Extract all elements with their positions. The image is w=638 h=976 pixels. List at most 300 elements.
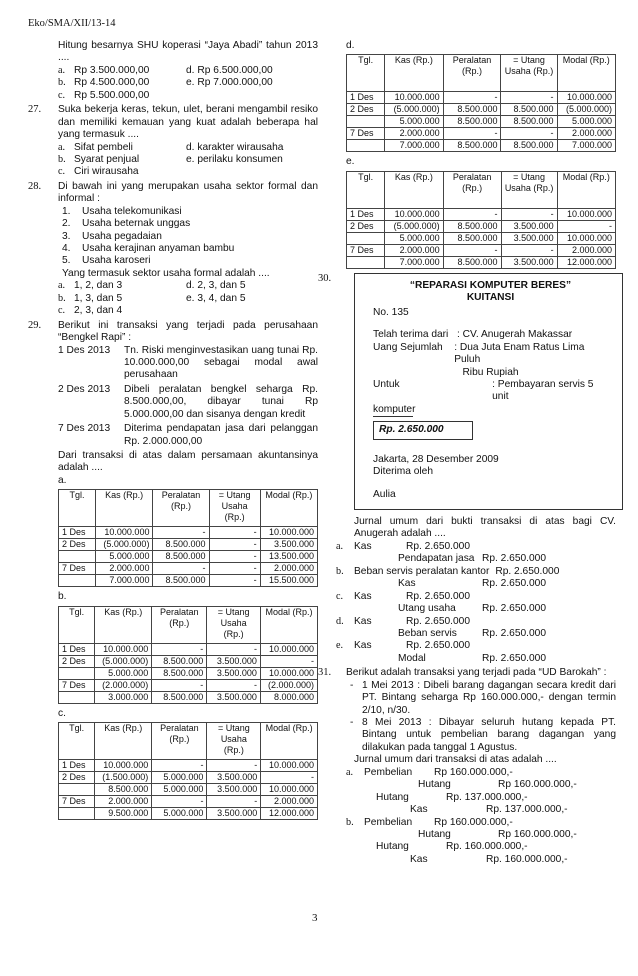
table-cell: 7 Des	[347, 244, 385, 256]
q28-ask: Yang termasuk sektor usaha formal adalah ....	[62, 267, 270, 279]
table-cell: 10.000.000	[95, 760, 152, 772]
column-header: Kas (Rp.)	[95, 606, 152, 643]
table-cell: -	[153, 527, 209, 539]
table-cell: 15.500.000	[260, 575, 317, 587]
table-cell: 10.000.000	[95, 527, 153, 539]
column-header: = Utang Usaha (Rp.)	[501, 55, 557, 92]
table-cell: (2.000.000)	[260, 679, 317, 691]
receipt-sum-label: Uang Sejumlah	[373, 341, 443, 353]
table-cell	[59, 808, 95, 820]
option-letter: d.	[186, 280, 195, 292]
journal-credit-amount: Rp. 2.650.000	[482, 578, 547, 590]
table-cell: 10.000.000	[557, 232, 615, 244]
table-cell: 8.500.000	[443, 116, 501, 128]
option-row	[58, 293, 318, 305]
column-header: Modal (Rp.)	[261, 723, 318, 760]
question-31	[318, 667, 616, 866]
journal-option	[336, 566, 616, 591]
journal-amount: Rp 160.000.000,-	[498, 779, 577, 791]
journal-debit-amount: Rp. 2.650.000	[406, 615, 471, 627]
option-text: Rp 6.500.000,00	[197, 64, 273, 76]
option-letter: d.	[346, 40, 355, 51]
table-cell: 7 Des	[59, 679, 95, 691]
table-row	[347, 116, 616, 128]
table-header-row	[347, 55, 616, 92]
column-header: Peralatan (Rp.)	[153, 490, 209, 527]
option-letter: e.	[186, 153, 195, 165]
table-cell: 10.000.000	[261, 760, 318, 772]
question-27	[28, 104, 318, 179]
table-row	[347, 232, 616, 244]
table-cell: 5.000.000	[95, 551, 153, 563]
table-row	[347, 140, 616, 152]
journal-amount: Rp. 137.000.000,-	[486, 804, 568, 816]
table-cell: -	[152, 643, 207, 655]
option-row	[58, 166, 318, 178]
option-row	[58, 154, 318, 166]
table-cell: -	[557, 220, 615, 232]
option-letter: c.	[58, 89, 66, 101]
option-text: Rp 5.500.000,00	[74, 89, 150, 101]
bullet-item: - 1 Mei 2013 : Dibeli barang dagangan secara kredit dari PT. Bintang seharga Rp 160.000.000,- dengan termin 2/10, n/30.	[350, 679, 616, 716]
column-header: Tgl.	[347, 55, 385, 92]
table-cell: -	[443, 128, 501, 140]
option-letter: a.	[58, 280, 66, 292]
table-cell: 8.500.000	[443, 104, 501, 116]
table-cell: 2.000.000	[95, 796, 152, 808]
table-cell: 8.500.000	[501, 104, 557, 116]
option-text: karakter wirausaha	[197, 141, 284, 153]
option-tables-left	[58, 475, 318, 820]
transaction-row	[58, 384, 318, 421]
option-text: Rp 7.000.000,00	[197, 77, 273, 89]
table-cell: 5.000.000	[557, 116, 615, 128]
journal-option	[336, 616, 616, 641]
transaction-date: 2 Des 2013	[58, 383, 111, 395]
journal-debit-amount: Rp. 2.650.000	[495, 565, 560, 577]
journal-option	[336, 640, 616, 665]
journal-amount: Rp 160.000.000,-	[434, 816, 513, 828]
table-cell: 2.000.000	[260, 563, 317, 575]
table-cell	[347, 140, 385, 152]
option-letter: d.	[186, 141, 195, 153]
bullet-item: - 8 Mei 2013 : Dibayar seluruh hutang kepada PT. Bintang untuk pembelian barang dagangan yang dilakukan pada tanggal 1 Agustus.	[350, 717, 616, 753]
table-cell: -	[209, 563, 260, 575]
table-cell: -	[501, 244, 557, 256]
column-header: Kas (Rp.)	[385, 171, 443, 208]
table-cell: 3.500.000	[260, 539, 317, 551]
journal-credit-account: Kas	[398, 578, 416, 590]
table-cell: 8.500.000	[152, 655, 207, 667]
table-cell: -	[152, 760, 207, 772]
question-number: 28.	[28, 180, 42, 192]
table-row	[347, 104, 616, 116]
journal-debit-amount: Rp. 2.650.000	[406, 590, 471, 602]
table-cell: 3.500.000	[207, 784, 261, 796]
table-cell: 5.000.000	[152, 808, 207, 820]
table-cell: 7.000.000	[385, 140, 443, 152]
table-cell: 2.000.000	[385, 244, 443, 256]
question-26	[28, 40, 318, 102]
item-number: 2.	[62, 218, 71, 230]
journal-debit-account: Beban servis peralatan kantor	[354, 565, 490, 577]
column-header: Peralatan (Rp.)	[152, 723, 207, 760]
table-cell: 7 Des	[59, 563, 96, 575]
table-row	[59, 563, 318, 575]
receipt-number: No. 135	[373, 306, 409, 318]
journal-credit-account: Utang usaha	[398, 603, 456, 615]
column-header: Kas (Rp.)	[95, 490, 153, 527]
receipt-from-label: Telah terima dari	[373, 329, 449, 341]
table-row	[59, 551, 318, 563]
item-number: 1.	[62, 205, 71, 217]
question-28	[28, 181, 318, 318]
table-cell: 2.000.000	[557, 244, 615, 256]
item-number: 4.	[62, 243, 71, 254]
table-row	[347, 220, 616, 232]
journal-debit-account: Kas	[354, 640, 372, 652]
table-cell: 2.000.000	[557, 128, 615, 140]
journal-account: Kas	[410, 804, 428, 816]
journal-account: Kas	[410, 853, 428, 865]
journal-account: Hutang	[418, 828, 451, 840]
table-cell: 5.000.000	[385, 232, 443, 244]
table-cell: -	[443, 244, 501, 256]
table-cell: 7.000.000	[385, 256, 443, 268]
question-number: 30.	[318, 272, 332, 284]
table-cell: 8.500.000	[153, 575, 209, 587]
table-cell: 2.000.000	[261, 796, 318, 808]
table-cell: 10.000.000	[260, 667, 317, 679]
table-cell	[59, 691, 95, 703]
column-header: = Utang Usaha (Rp.)	[209, 490, 260, 527]
table-cell: (5.000.000)	[557, 104, 615, 116]
receipt-sum-cont: Ribu Rupiah	[462, 366, 519, 378]
transaction-text: Diterima pendapatan jasa dari pelanggan Rp. 2.000.000,00	[124, 423, 318, 447]
option-letter: b.	[336, 565, 344, 577]
option-row	[58, 305, 318, 317]
q26-stem: Hitung besarnya SHU koperasi “Jaya Abadi” tahun 2013 ....	[58, 40, 318, 64]
table-cell: -	[209, 539, 260, 551]
equation-table	[58, 722, 318, 820]
journal-credit-amount: Rp. 2.650.000	[482, 652, 547, 664]
journal-credit-amount: Rp. 2.650.000	[482, 603, 547, 615]
journal-account: Hutang	[376, 841, 409, 853]
list-item	[62, 231, 318, 243]
journal-option	[336, 591, 616, 616]
option-letter: b.	[58, 153, 66, 165]
list-item	[62, 243, 318, 255]
list-item	[62, 255, 318, 267]
question-30	[318, 272, 616, 665]
table-cell: -	[261, 772, 318, 784]
table-cell: -	[501, 208, 557, 220]
option-text: Ciri wirausaha	[74, 166, 139, 178]
journal-account: Pembelian	[364, 816, 413, 828]
q30-options	[336, 541, 616, 665]
table-header-row	[347, 171, 616, 208]
table-cell: -	[443, 208, 501, 220]
table-cell: 1 Des	[59, 760, 95, 772]
receipt-from	[373, 329, 608, 341]
option-letter: b.	[58, 292, 66, 304]
option-table-block	[346, 156, 616, 268]
option-row	[58, 142, 318, 154]
option-table-block	[58, 708, 318, 820]
table-cell: 3.500.000	[207, 691, 261, 703]
transaction-row	[58, 345, 318, 382]
journal-account: Hutang	[376, 791, 409, 803]
option-row	[58, 280, 318, 292]
option-text: Rp 4.500.000,00	[74, 77, 150, 89]
table-cell: 13.500.000	[260, 551, 317, 563]
table-row	[347, 128, 616, 140]
bullet-text: 8 Mei 2013 : Dibayar seluruh hutang kepada PT. Bintang untuk pembelian barang dagangan yang dilakukan pada tanggal 1 Agustus.	[362, 717, 616, 753]
table-cell: -	[207, 679, 261, 691]
receipt-company: “REPARASI KOMPUTER BERES”	[409, 279, 572, 291]
table-cell: 2 Des	[59, 539, 96, 551]
q30-ask: Jurnal umum dari bukti transaksi di atas bagi CV. Anugerah adalah ....	[354, 516, 616, 540]
equation-table	[58, 489, 318, 587]
table-cell: -	[207, 796, 261, 808]
table-cell: 8.000.000	[260, 691, 317, 703]
column-header: Tgl.	[59, 606, 95, 643]
receipt-place-date: Jakarta, 28 Desember 2009	[373, 453, 499, 465]
table-cell: -	[501, 128, 557, 140]
journal-credit-amount: Rp. 2.650.000	[482, 627, 547, 639]
table-cell: 2.000.000	[385, 128, 443, 140]
table-cell: 12.000.000	[261, 808, 318, 820]
table-cell: (5.000.000)	[385, 220, 443, 232]
table-cell: 5.000.000	[152, 784, 207, 796]
table-cell: -	[209, 575, 260, 587]
table-row	[347, 92, 616, 104]
option-letter: c.	[336, 590, 344, 602]
option-letter: b.	[58, 591, 67, 603]
receipt-from-value: : CV. Anugerah Makassar	[457, 329, 573, 341]
option-letter: b.	[58, 77, 66, 89]
table-cell: 7.000.000	[557, 140, 615, 152]
table-row	[59, 679, 318, 691]
transaction-row	[58, 423, 318, 448]
q29-ask: Dari transaksi di atas dalam persamaan akuntansinya adalah ....	[58, 450, 318, 474]
table-cell: -	[260, 655, 317, 667]
table-cell: 7.000.000	[95, 575, 153, 587]
table-cell: 3.500.000	[207, 808, 261, 820]
table-cell: (5.000.000)	[385, 104, 443, 116]
option-letter: e.	[336, 640, 344, 652]
table-cell: 8.500.000	[501, 140, 557, 152]
column-header: = Utang Usaha (Rp.)	[501, 171, 557, 208]
item-text: Usaha pegadaian	[82, 230, 162, 242]
option-letter: a.	[58, 474, 67, 486]
table-cell	[347, 116, 385, 128]
column-header: = Utang Usaha (Rp.)	[207, 723, 261, 760]
table-cell: 2 Des	[347, 220, 385, 232]
column-header: = Utang Usaha (Rp.)	[207, 606, 261, 643]
list-item	[62, 218, 318, 230]
table-cell: (5.000.000)	[95, 539, 153, 551]
option-letter: d.	[186, 64, 195, 76]
table-row	[59, 643, 318, 655]
question-29	[28, 320, 318, 821]
column-header: Modal (Rp.)	[557, 55, 615, 92]
table-cell: 3.500.000	[501, 232, 557, 244]
table-cell: 8.500.000	[95, 784, 152, 796]
q31-stem: Berikut adalah transaksi yang terjadi pada “UD Barokah” :	[346, 667, 607, 679]
table-cell: -	[207, 643, 261, 655]
table-cell: 3.500.000	[501, 220, 557, 232]
option-row	[58, 77, 318, 89]
table-cell: 8.500.000	[443, 256, 501, 268]
journal-credit-account: Modal	[398, 652, 426, 664]
table-cell	[347, 256, 385, 268]
table-cell: (2.000.000)	[95, 679, 152, 691]
table-cell: 2 Des	[59, 655, 95, 667]
receipt-for	[373, 379, 608, 404]
option-row	[58, 65, 318, 77]
receipt-sum	[373, 342, 608, 367]
option-letter: c.	[58, 166, 66, 178]
journal-debit-amount: Rp. 2.650.000	[406, 640, 471, 652]
table-cell: 8.500.000	[501, 116, 557, 128]
journal-amount: Rp. 137.000.000,-	[446, 791, 528, 803]
journal-credit-account: Pendapatan jasa	[398, 553, 475, 565]
q27-stem: Suka bekerja keras, tekun, ulet, berani mengambil resiko dan memiliki kemauan yang kuat adalah beberapa hal yang termasuk ....	[58, 104, 318, 141]
table-cell: (5.000.000)	[95, 655, 152, 667]
q28-stem: Di bawah ini yang merupakan usaha sektor formal dan informal :	[58, 180, 318, 205]
option-table-block	[58, 475, 318, 587]
table-cell: 5.000.000	[152, 772, 207, 784]
table-cell: (1.500.000)	[95, 772, 152, 784]
journal-debit-amount: Rp. 2.650.000	[406, 540, 471, 552]
document-code: Eko/SMA/XII/13-14	[28, 18, 116, 29]
column-header: Kas (Rp.)	[95, 723, 152, 760]
table-cell: -	[443, 92, 501, 104]
table-cell: -	[209, 551, 260, 563]
journal-debit-account: Kas	[354, 590, 372, 602]
column-header: Tgl.	[59, 490, 96, 527]
option-table-block	[58, 591, 318, 703]
option-text: 2, 3, dan 5	[197, 280, 246, 292]
table-cell	[59, 667, 95, 679]
transaction-text: Tn. Riski menginvestasikan uang tunai Rp. 10.000.000,00 sebagai modal awal perusahaan	[124, 344, 318, 381]
table-cell: 3.500.000	[207, 667, 261, 679]
page-number: 3	[312, 912, 318, 924]
option-letter: b.	[346, 816, 354, 828]
table-cell: -	[207, 760, 261, 772]
transaction-date: 1 Des 2013	[58, 344, 111, 356]
equation-table	[346, 171, 616, 269]
table-cell: -	[209, 527, 260, 539]
item-number: 5.	[62, 255, 71, 267]
item-text: Usaha beternak unggas	[82, 218, 191, 230]
option-letter: a.	[58, 141, 66, 153]
journal-option	[336, 541, 616, 566]
table-cell: -	[152, 679, 207, 691]
journal-amount: Rp. 160.000.000,-	[486, 853, 568, 865]
table-cell: 12.000.000	[557, 256, 615, 268]
receipt-for-cont: komputer	[373, 404, 413, 417]
column-header: Modal (Rp.)	[260, 606, 317, 643]
table-cell: 1 Des	[347, 208, 385, 220]
option-letter: a.	[336, 540, 344, 552]
column-header: Modal (Rp.)	[557, 171, 615, 208]
bullet-text: 1 Mei 2013 : Dibeli barang dagangan secara kredit dari PT. Bintang seharga Rp 160.000.000,- dengan termin 2/10, n/30.	[362, 679, 616, 716]
left-column	[28, 40, 318, 824]
option-letter: e.	[186, 292, 195, 304]
table-header-row	[59, 490, 318, 527]
option-text: 3, 4, dan 5	[197, 292, 246, 304]
table-cell: 10.000.000	[260, 643, 317, 655]
right-column	[318, 40, 616, 868]
option-text: Rp 3.500.000,00	[74, 64, 150, 76]
table-cell: 2 Des	[347, 104, 385, 116]
option-text: Syarat penjual	[74, 153, 140, 165]
table-cell	[347, 232, 385, 244]
list-item	[62, 206, 318, 218]
table-cell: 8.500.000	[443, 232, 501, 244]
table-cell: 3.500.000	[207, 772, 261, 784]
column-header: Peralatan (Rp.)	[152, 606, 207, 643]
table-cell: 10.000.000	[261, 784, 318, 796]
column-header: Modal (Rp.)	[260, 490, 317, 527]
q31-ask: Jurnal umum dari transaksi di atas adalah ....	[354, 754, 557, 766]
journal-amount: Rp 160.000.000,-	[498, 828, 577, 840]
receipt-signer: Aulia	[373, 488, 396, 500]
table-cell: -	[152, 796, 207, 808]
table-row	[59, 667, 318, 679]
table-cell	[59, 575, 96, 587]
table-cell: 8.500.000	[443, 140, 501, 152]
table-cell	[59, 784, 95, 796]
journal-debit-account: Kas	[354, 540, 372, 552]
table-cell: 2 Des	[59, 772, 95, 784]
table-cell: 10.000.000	[557, 208, 615, 220]
table-row	[59, 527, 318, 539]
table-cell: 1 Des	[347, 92, 385, 104]
journal-debit-account: Kas	[354, 615, 372, 627]
option-letter: c.	[58, 305, 66, 317]
table-cell: 8.500.000	[443, 220, 501, 232]
option-text: 1, 3, dan 5	[74, 292, 123, 304]
table-cell: 2.000.000	[95, 563, 153, 575]
journal-credit-account: Beban servis	[398, 627, 457, 639]
receipt-heading: KUITANSI	[466, 292, 515, 304]
table-row	[59, 784, 318, 796]
option-table-block	[346, 40, 616, 152]
table-row	[59, 691, 318, 703]
option-row	[58, 90, 318, 102]
option-letter: d.	[336, 615, 344, 627]
option-text: 1, 2, dan 3	[74, 280, 123, 292]
table-row	[59, 655, 318, 667]
transaction-text: Dibeli peralatan bengkel seharga Rp. 8.500.000,00, dibayar tunai Rp 5.000.000,00 dan sisanya dengan kredit	[124, 383, 318, 420]
receipt-received-by: Diterima oleh	[373, 466, 434, 478]
journal-account: Hutang	[418, 779, 451, 791]
option-tables-right	[346, 40, 616, 269]
option-letter: c.	[58, 707, 66, 719]
receipt-for-value: : Pembayaran servis 5 unit	[492, 378, 594, 403]
option-letter: e.	[186, 77, 195, 89]
table-row	[59, 575, 318, 587]
table-cell: 8.500.000	[152, 691, 207, 703]
option-letter: a.	[346, 766, 354, 778]
journal-amount: Rp. 160.000.000,-	[446, 841, 528, 853]
table-cell: 7 Des	[59, 796, 95, 808]
table-cell: 10.000.000	[95, 643, 152, 655]
option-letter: e.	[346, 156, 355, 168]
